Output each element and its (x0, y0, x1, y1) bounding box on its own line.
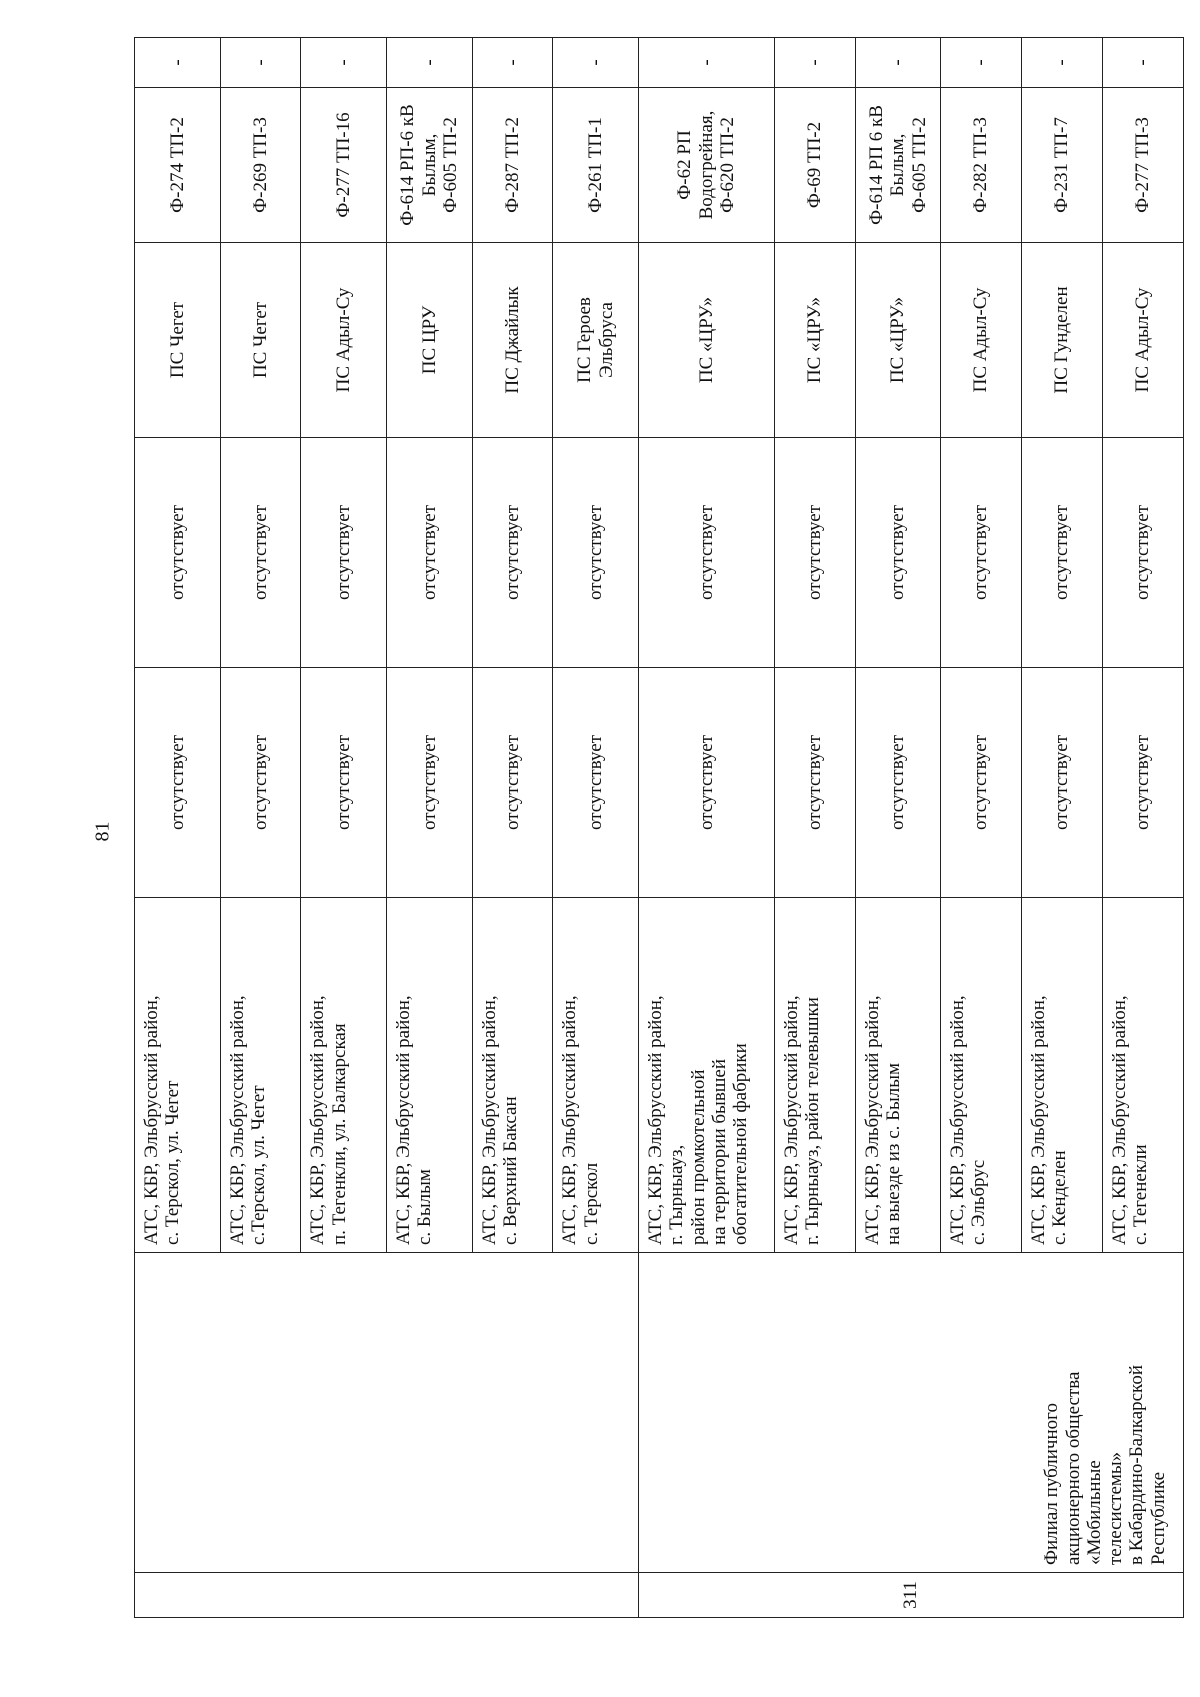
address-cell: АТС, КБР, Эльбрусский район, п. Тегенкли, ул. Балкарская (301, 898, 387, 1253)
substation-cell: ПС Чегет (220, 243, 301, 438)
document-table (134, 37, 1184, 1618)
status-cell: отсутствует (220, 668, 301, 898)
row-number-cell (135, 1573, 639, 1618)
feeder-cell: Ф-277 ТП-3 (1102, 88, 1183, 243)
address-cell: АТС, КБР, Эльбрусский район, с. Былым (387, 898, 473, 1253)
dash-cell: - (1022, 38, 1103, 88)
feeder-cell: Ф-614 РП-6 кВ Былым, Ф-605 ТП-2 (387, 88, 473, 243)
status-cell: отсутствует (135, 438, 221, 668)
row-number-cell: 311 (639, 1573, 1184, 1618)
status-cell: отсутствует (1022, 438, 1103, 668)
status-cell: отсутствует (774, 438, 855, 668)
substation-cell: ПС «ЦРУ» (855, 243, 941, 438)
dash-cell: - (639, 38, 775, 88)
dash-cell: - (301, 38, 387, 88)
feeder-cell: Ф-69 ТП-2 (774, 88, 855, 243)
status-cell: отсутствует (941, 438, 1022, 668)
status-cell: отсутствует (553, 668, 639, 898)
table-row (135, 38, 221, 1618)
substation-cell: ПС Героев Эльбруса (553, 243, 639, 438)
substation-cell: ПС Адыл-Су (941, 243, 1022, 438)
rotated-table-container (134, 38, 1184, 1618)
feeder-cell: Ф-274 ТП-2 (135, 88, 221, 243)
organization-cell (135, 1253, 639, 1573)
address-cell: АТС, КБР, Эльбрусский район, с. Терскол (553, 898, 639, 1253)
feeder-cell: Ф-62 РП Водогрейная, Ф-620 ТП-2 (639, 88, 775, 243)
status-cell: отсутствует (472, 438, 553, 668)
organization-cell: Филиал публичного акционерного общества «Мобильные телесистемы» в Кабардино-Балкарской Республике (639, 1253, 1184, 1573)
status-cell: отсутствует (135, 668, 221, 898)
feeder-cell: Ф-269 ТП-3 (220, 88, 301, 243)
status-cell: отсутствует (553, 438, 639, 668)
substation-cell: ПС «ЦРУ» (774, 243, 855, 438)
status-cell: отсутствует (387, 668, 473, 898)
status-cell: отсутствует (1102, 668, 1183, 898)
status-cell: отсутствует (1102, 438, 1183, 668)
status-cell: отсутствует (941, 668, 1022, 898)
table-row (639, 38, 775, 1618)
address-cell: АТС, КБР, Эльбрусский район, с. Тегенекли (1102, 898, 1183, 1253)
feeder-cell: Ф-277 ТП-16 (301, 88, 387, 243)
address-cell: АТС, КБР, Эльбрусский район, с. Эльбрус (941, 898, 1022, 1253)
dash-cell: - (472, 38, 553, 88)
substation-cell: ПС Гунделен (1022, 243, 1103, 438)
status-cell: отсутствует (301, 438, 387, 668)
substation-cell: ПС Джайлык (472, 243, 553, 438)
feeder-cell: Ф-231 ТП-7 (1022, 88, 1103, 243)
status-cell: отсутствует (472, 668, 553, 898)
address-cell: АТС, КБР, Эльбрусский район, на выезде из с. Былым (855, 898, 941, 1253)
dash-cell: - (135, 38, 221, 88)
dash-cell: - (387, 38, 473, 88)
address-cell: АТС, КБР, Эльбрусский район, с.Терскол, ул. Чегет (220, 898, 301, 1253)
substation-cell: ПС Адыл-Су (301, 243, 387, 438)
dash-cell: - (941, 38, 1022, 88)
address-cell: АТС, КБР, Эльбрусский район, г. Тырныауз, район телевышки (774, 898, 855, 1253)
address-cell: АТС, КБР, Эльбрусский район, г. Тырныауз, район промкотельной на территории бывшей обогатительной фабрики (639, 898, 775, 1253)
substation-cell: ПС ЦРУ (387, 243, 473, 438)
dash-cell: - (855, 38, 941, 88)
feeder-cell: Ф-261 ТП-1 (553, 88, 639, 243)
feeder-cell: Ф-282 ТП-3 (941, 88, 1022, 243)
address-cell: АТС, КБР, Эльбрусский район, с. Кенделен (1022, 898, 1103, 1253)
status-cell: отсутствует (301, 668, 387, 898)
dash-cell: - (553, 38, 639, 88)
feeder-cell: Ф-614 РП 6 кВ Былым, Ф-605 ТП-2 (855, 88, 941, 243)
substation-cell: ПС Чегет (135, 243, 221, 438)
substation-cell: ПС Адыл-Су (1102, 243, 1183, 438)
dash-cell: - (1102, 38, 1183, 88)
status-cell: отсутствует (855, 438, 941, 668)
status-cell: отсутствует (387, 438, 473, 668)
page-number: 81 (91, 821, 114, 842)
status-cell: отсутствует (639, 668, 775, 898)
substation-cell: ПС «ЦРУ» (639, 243, 775, 438)
address-cell: АТС, КБР, Эльбрусский район, с. Терскол, ул. Чегет (135, 898, 221, 1253)
table-body (135, 38, 1184, 1618)
status-cell: отсутствует (855, 668, 941, 898)
feeder-cell: Ф-287 ТП-2 (472, 88, 553, 243)
status-cell: отсутствует (639, 438, 775, 668)
address-cell: АТС, КБР, Эльбрусский район, с. Верхний Баксан (472, 898, 553, 1253)
dash-cell: - (220, 38, 301, 88)
status-cell: отсутствует (1022, 668, 1103, 898)
dash-cell: - (774, 38, 855, 88)
status-cell: отсутствует (220, 438, 301, 668)
status-cell: отсутствует (774, 668, 855, 898)
